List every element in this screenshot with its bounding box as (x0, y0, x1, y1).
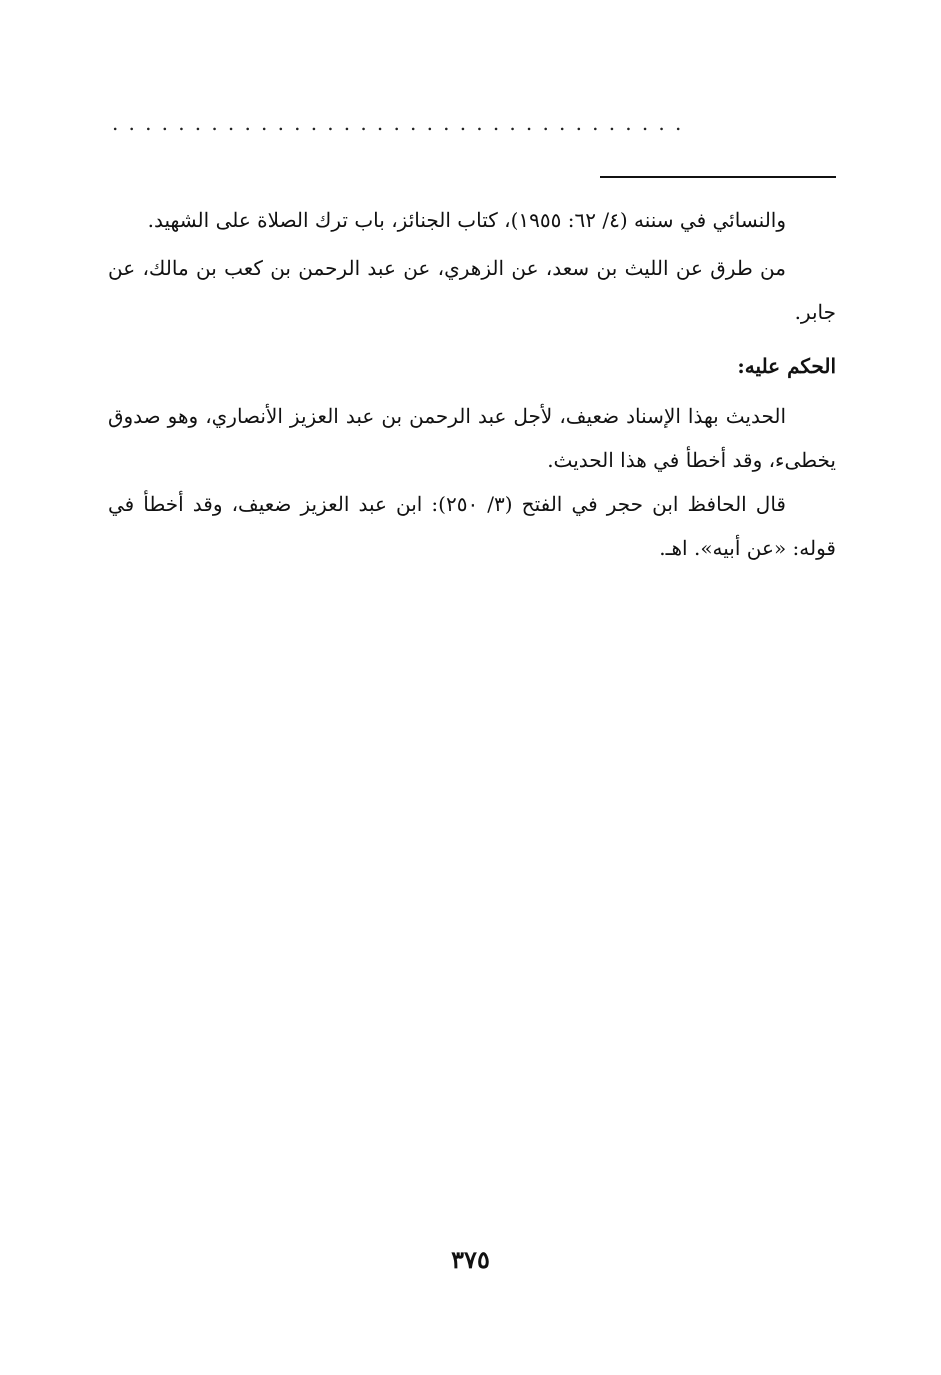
paragraph-nasai-citation: والنسائي في سننه (٤/ ٦٢: ١٩٥٥)، كتاب الجنائز، باب ترك الصلاة على الشهيد. (147, 208, 786, 232)
footnote-rule (600, 176, 836, 178)
page-body (108, 198, 836, 570)
paragraph-ruling: الحديث بهذا الإسناد ضعيف، لأجل عبد الرحمن بن عبد العزيز الأنصاري، وهو صدوق يخطىء، وقد أخطأ في هذا الحديث. (108, 404, 836, 472)
page-number: ٣٧٥ (451, 1245, 490, 1274)
paragraph-chain-of-narration: من طرق عن الليث بن سعد، عن الزهري، عن عبد الرحمن بن كعب بن مالك، عن جابر. (108, 256, 836, 324)
paragraph-ibn-hajar-quote: قال الحافظ ابن حجر في الفتح (٣/ ٢٥٠): ابن عبد العزيز ضعيف، وقد أخطأ في قوله: «عن أبيه». اهـ. (108, 492, 836, 560)
dotted-separator: ................................... (112, 113, 692, 133)
section-heading-ruling: الحكم عليه: (737, 354, 836, 378)
